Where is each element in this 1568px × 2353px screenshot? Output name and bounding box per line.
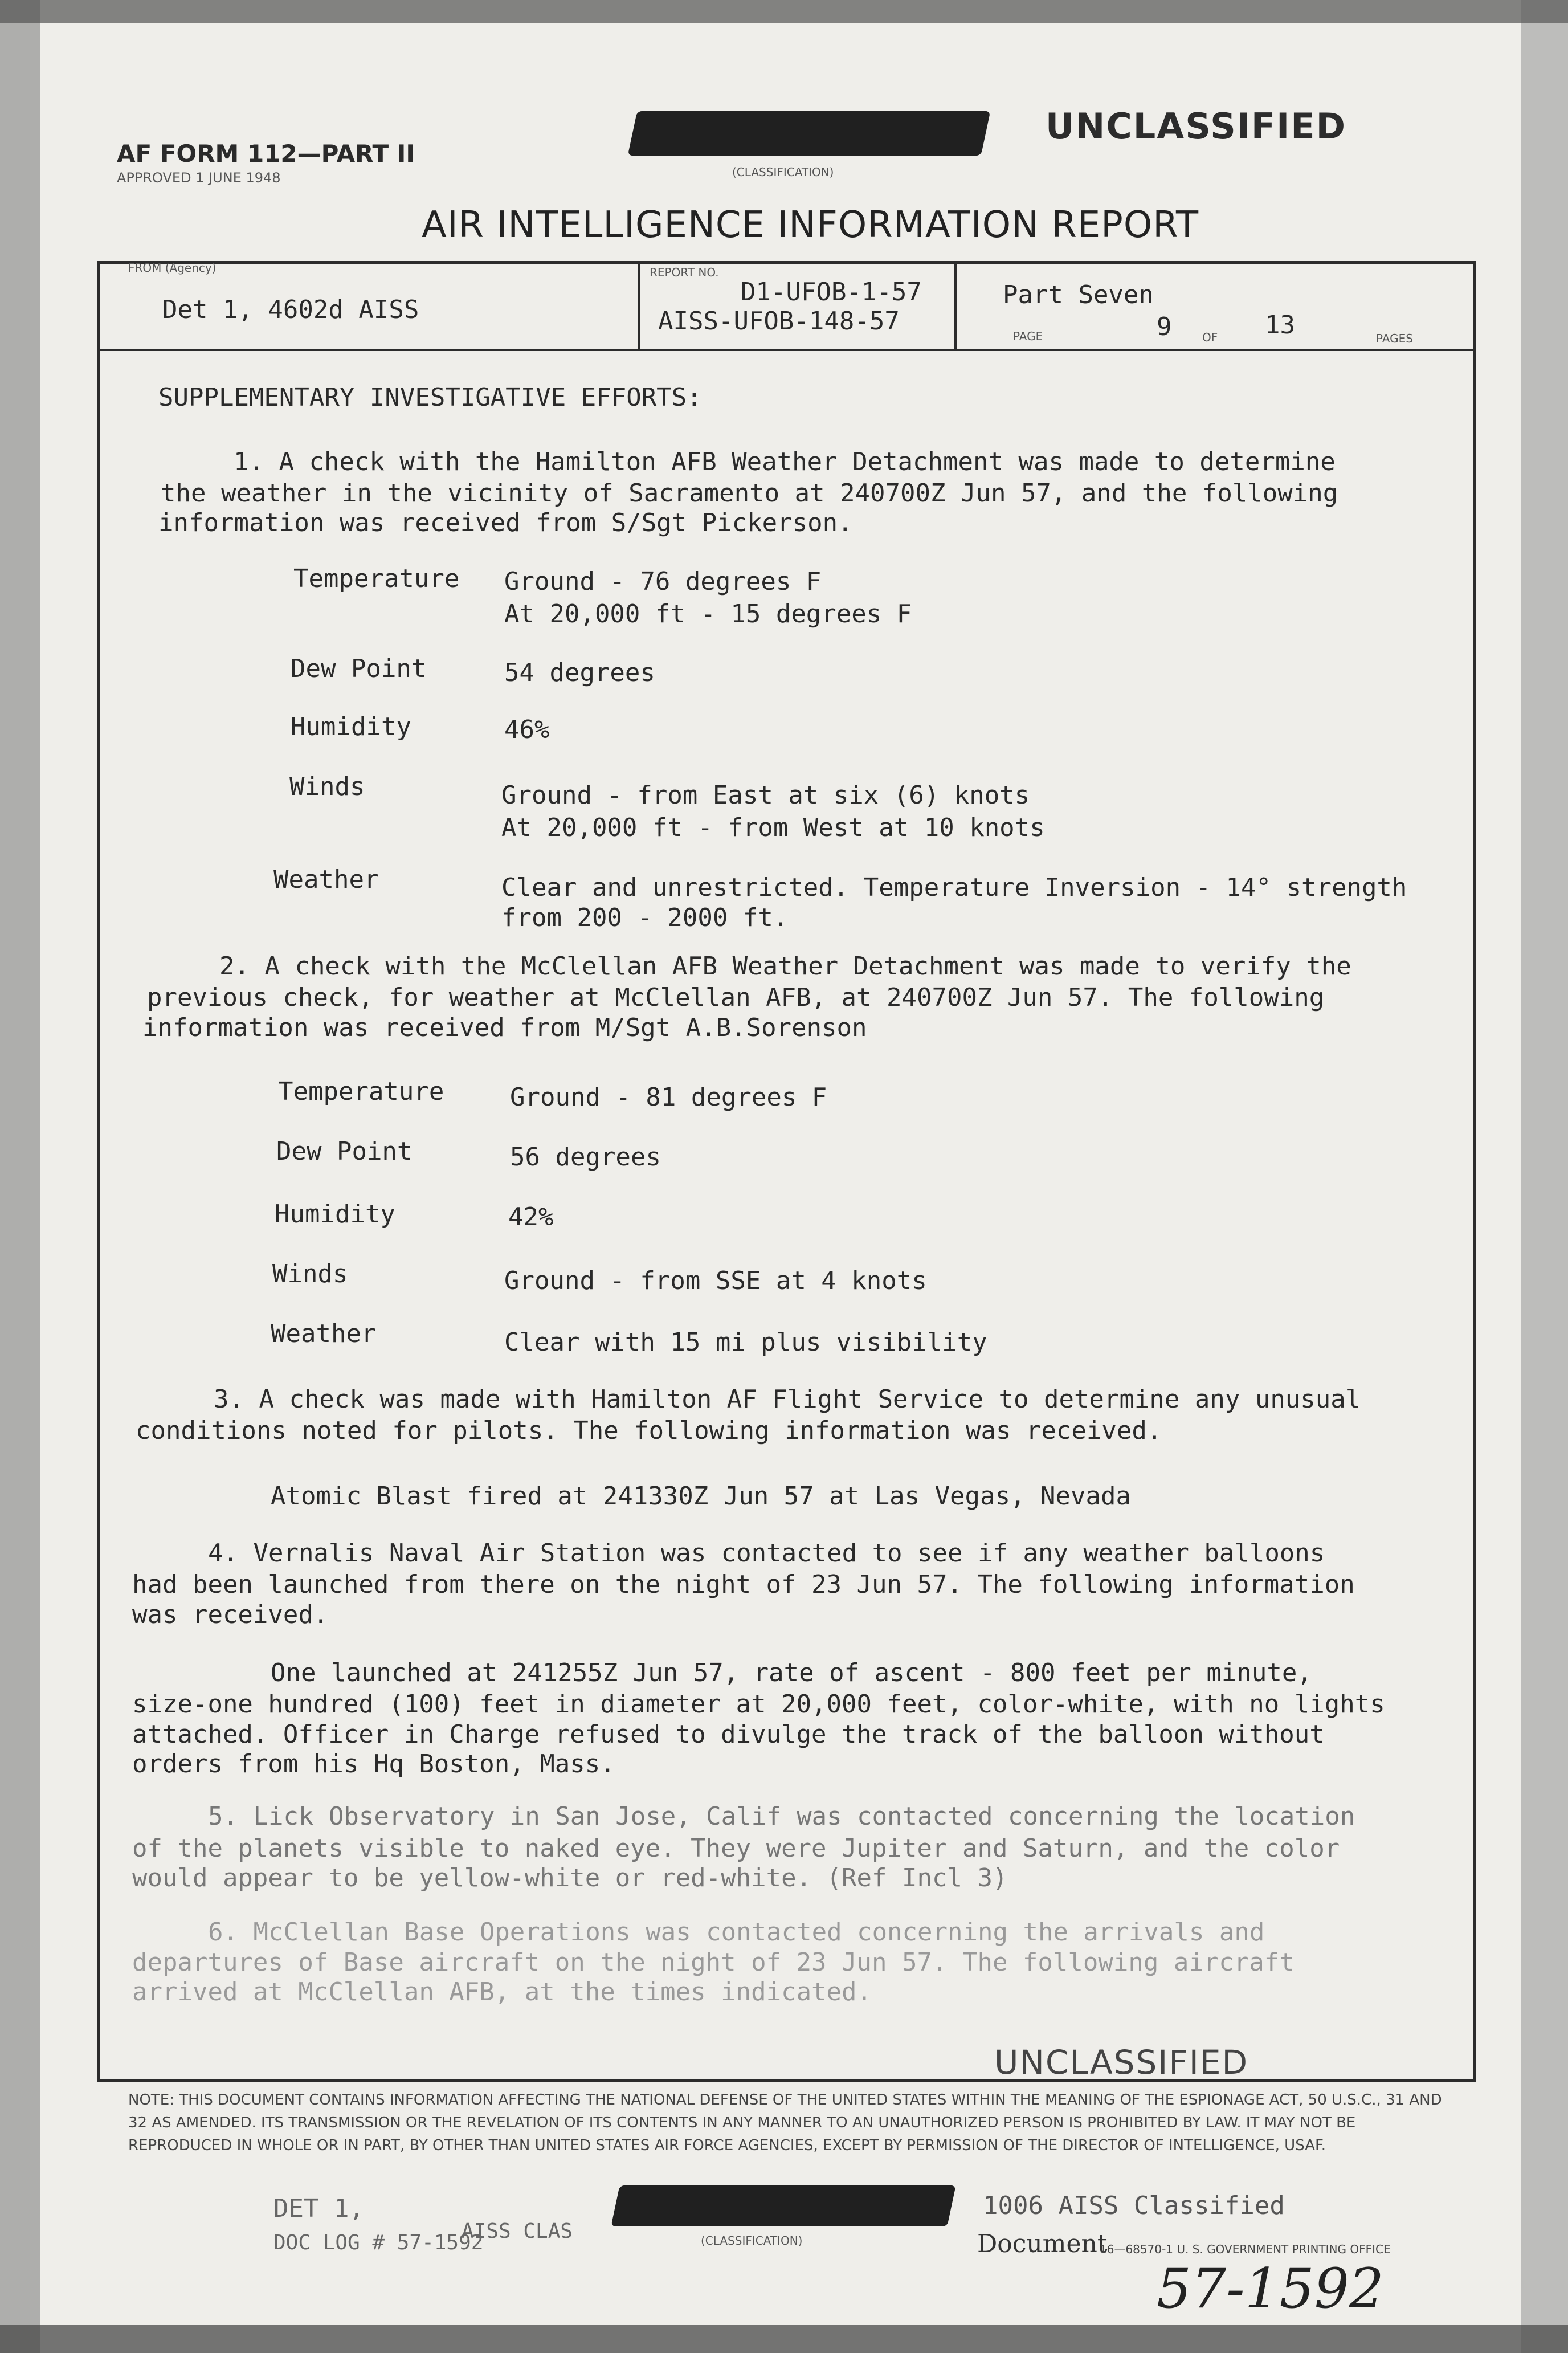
- unclassified-stamp-top: UNCLASSIFIED: [1046, 105, 1347, 147]
- report-no-2: AISS-UFOB-148-57: [658, 307, 900, 336]
- stamp-left-line-3: DOC LOG # 57-1592: [273, 2231, 484, 2254]
- of-label: OF: [1202, 331, 1218, 344]
- p5-line-2: of the planets visible to naked eye. They were Jupiter and Saturn, and the color: [132, 1834, 1340, 1863]
- w1-weather-line-1: Clear and unrestricted. Temperature Inversion - 14° strength: [501, 873, 1407, 902]
- unclassified-stamp-bottom: UNCLASSIFIED: [994, 2043, 1249, 2082]
- report-title: AIR INTELLIGENCE INFORMATION REPORT: [422, 204, 1199, 246]
- p2-line-1: 2. A check with the McClellan AFB Weather Detachment was made to verify the: [219, 952, 1351, 981]
- p5-line-1: 5. Lick Observatory in San Jose, Calif was contacted concerning the location: [208, 1802, 1355, 1831]
- stamp-left-line-1: DET 1,: [273, 2194, 364, 2223]
- p3-detail: Atomic Blast fired at 241330Z Jun 57 at Las Vegas, Nevada: [271, 1482, 1131, 1511]
- scan-edge-bottom: [0, 2325, 1568, 2353]
- header-divider: [97, 349, 1476, 351]
- handwritten-doc-number: 57-1592: [1157, 2257, 1384, 2321]
- form-id: AF FORM 112—PART II: [117, 140, 415, 168]
- report-no-1: D1-UFOB-1-57: [741, 278, 922, 307]
- espionage-act-notice: NOTE: THIS DOCUMENT CONTAINS INFORMATION AFFECTING THE NATIONAL DEFENSE OF THE UNITED STATES WITHIN THE MEANING OF THE ESPIONAGE ACT, 50 U.S.C., 31 AND 32 AS AMENDED. ITS TRANSMISSION OR THE REVELATION OF ITS CONTENTS IN ANY MANNER TO AN UNAUTHORIZED PERSON IS PROHIBITED BY LAW. IT MAY NOT BE REPRODUCED IN WHOLE OR IN PART, BY OTHER THAN UNITED STATES AIR FORCE AGENCIES, EXCEPT BY PERMISSION OF THE DIRECTOR OF INTELLIGENCE, USAF.: [128, 2091, 1442, 2154]
- w1-humidity-value: 46%: [504, 715, 550, 744]
- from-value: Det 1, 4602d AISS: [162, 295, 419, 324]
- p5-line-3: would appear to be yellow-white or red-white. (Ref Incl 3): [132, 1863, 1008, 1893]
- pages-total: 13: [1265, 311, 1295, 340]
- page-number: 9: [1157, 312, 1172, 341]
- p4-detail-line-1: One launched at 241255Z Jun 57, rate of ascent - 800 feet per minute,: [271, 1658, 1312, 1687]
- form-approved-date: APPROVED 1 JUNE 1948: [117, 170, 281, 186]
- p4-line-3: was received.: [132, 1600, 329, 1629]
- stamp-right-line-2: Document: [977, 2229, 1108, 2258]
- w2-dew-point-label: Dew Point: [276, 1137, 413, 1166]
- from-label: FROM (Agency): [128, 261, 217, 275]
- w1-temperature-label: Temperature: [293, 564, 460, 593]
- pages-label: PAGES: [1376, 332, 1413, 345]
- w2-temperature-label: Temperature: [278, 1077, 444, 1106]
- p1-line-1: 1. A check with the Hamilton AFB Weather Detachment was made to determine: [234, 447, 1336, 476]
- p4-line-2: had been launched from there on the night of 23 Jun 57. The following information: [132, 1570, 1355, 1599]
- part-number: Part Seven: [1003, 280, 1154, 309]
- p2-line-2: previous check, for weather at McClellan AFB, at 240700Z Jun 57. The following: [147, 983, 1325, 1012]
- w2-weather-value: Clear with 15 mi plus visibility: [504, 1328, 987, 1357]
- p6-line-3: arrived at McClellan AFB, at the times indicated.: [132, 1977, 872, 2007]
- w2-dew-point-value: 56 degrees: [510, 1143, 661, 1172]
- w2-humidity-label: Humidity: [275, 1200, 395, 1229]
- header-divider-v1: [638, 261, 640, 351]
- page-label: PAGE: [1013, 329, 1043, 343]
- w1-winds-line-2: At 20,000 ft - from West at 10 knots: [501, 813, 1045, 842]
- report-no-label: REPORT NO.: [650, 266, 719, 279]
- w2-temperature-value: Ground - 81 degrees F: [510, 1083, 827, 1112]
- p4-detail-line-4: orders from his Hq Boston, Mass.: [132, 1750, 615, 1779]
- w1-winds-label: Winds: [289, 772, 365, 801]
- w2-winds-value: Ground - from SSE at 4 knots: [504, 1266, 927, 1295]
- w1-dew-point-label: Dew Point: [291, 654, 427, 683]
- p2-line-3: information was received from M/Sgt A.B.Sorenson: [142, 1013, 867, 1042]
- gpo-imprint: 16—68570-1 U. S. GOVERNMENT PRINTING OFFICE: [1100, 2242, 1391, 2256]
- w1-dew-point-value: 54 degrees: [504, 658, 655, 687]
- p1-line-3: information was received from S/Sgt Pickerson.: [158, 508, 853, 537]
- w1-temperature-line-2: At 20,000 ft - 15 degrees F: [504, 600, 912, 629]
- classification-label-top: (CLASSIFICATION): [732, 165, 834, 179]
- p1-line-2: the weather in the vicinity of Sacramento at 240700Z Jun 57, and the following: [161, 479, 1338, 508]
- header-divider-v2: [954, 261, 957, 351]
- section-heading: SUPPLEMENTARY INVESTIGATIVE EFFORTS:: [158, 383, 702, 412]
- redaction-bar-bottom: [611, 2185, 956, 2226]
- w1-temperature-line-1: Ground - 76 degrees F: [504, 567, 822, 596]
- p4-line-1: 4. Vernalis Naval Air Station was contacted to see if any weather balloons: [208, 1539, 1325, 1568]
- p3-line-2: conditions noted for pilots. The following information was received.: [136, 1416, 1162, 1445]
- w2-winds-label: Winds: [272, 1259, 348, 1288]
- redaction-bar-top: [628, 111, 991, 156]
- w1-winds-line-1: Ground - from East at six (6) knots: [501, 781, 1030, 810]
- scan-edge-right: [1521, 0, 1568, 2353]
- scan-edge-top: [0, 0, 1568, 23]
- w2-humidity-value: 42%: [508, 1202, 554, 1231]
- p6-line-2: departures of Base aircraft on the night of 23 Jun 57. The following aircraft: [132, 1948, 1295, 1977]
- w2-weather-label: Weather: [271, 1319, 377, 1348]
- p4-detail-line-2: size-one hundred (100) feet in diameter at 20,000 feet, color-white, with no lights: [132, 1690, 1385, 1719]
- stamp-left-line-2: AISS CLAS: [462, 2220, 573, 2243]
- w1-weather-line-2: from 200 - 2000 ft.: [501, 903, 789, 932]
- p4-detail-line-3: attached. Officer in Charge refused to divulge the track of the balloon without: [132, 1720, 1325, 1749]
- w1-humidity-label: Humidity: [291, 712, 411, 741]
- stamp-right-line-1: 1006 AISS Classified: [983, 2191, 1285, 2220]
- p3-line-1: 3. A check was made with Hamilton AF Flight Service to determine any unusual: [214, 1385, 1361, 1414]
- p6-line-1: 6. McClellan Base Operations was contacted concerning the arrivals and: [208, 1918, 1265, 1947]
- classification-label-bottom: (CLASSIFICATION): [701, 2234, 803, 2248]
- scan-edge-left: [0, 0, 40, 2353]
- w1-weather-label: Weather: [273, 865, 379, 894]
